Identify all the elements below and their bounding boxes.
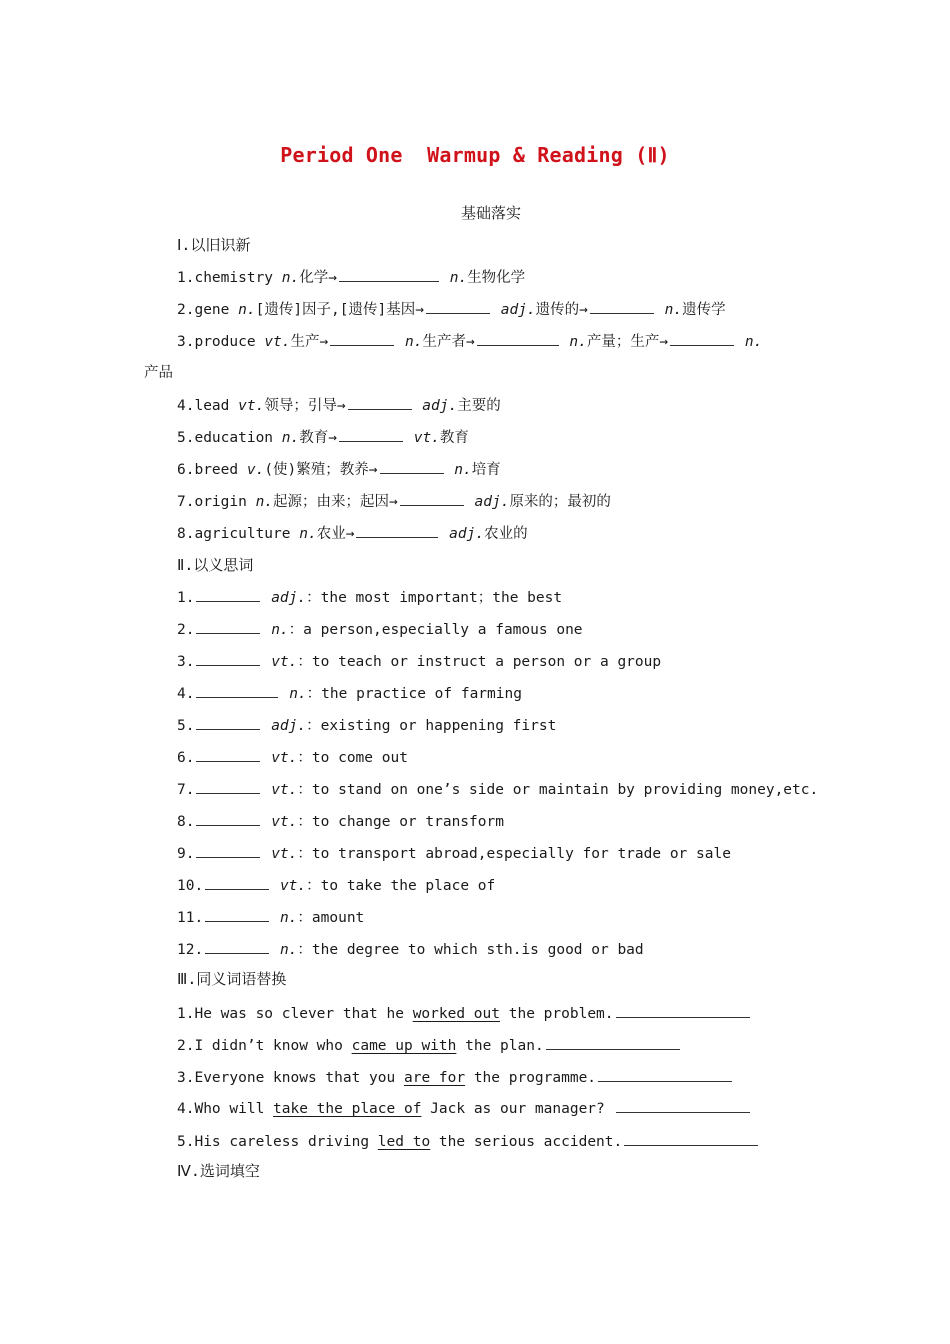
answer-blank[interactable] <box>196 683 278 698</box>
sec1-item-3-wrap: 产品 <box>144 365 173 381</box>
underlined-phrase: are for <box>403 1070 466 1086</box>
answer-blank[interactable] <box>196 587 260 602</box>
answer-blank[interactable] <box>616 1098 750 1113</box>
answer-blank[interactable] <box>348 395 412 410</box>
answer-blank[interactable] <box>205 907 269 922</box>
sec1-item-3: 3.produce vt.生产→ n.生产者→ n.产量；生产→ n. <box>177 331 762 352</box>
sec1-item-1: 1.chemistry n.化学→ n.生物化学 <box>177 267 525 288</box>
answer-blank[interactable] <box>196 811 260 826</box>
page-title: Period One Warmup & Reading (Ⅱ) <box>280 143 670 167</box>
sec1-item-7: 7.origin n.起源；由来；起因→ adj.原来的；最初的 <box>177 491 611 512</box>
sec1-item-4: 4.lead vt.领导；引导→ adj.主要的 <box>177 395 501 416</box>
answer-blank[interactable] <box>590 299 654 314</box>
sec3-item-1: 1.He was so clever that he worked out the problem. <box>177 1003 752 1024</box>
sec3-item-3: 3.Everyone knows that you are for the programme. <box>177 1067 734 1088</box>
sec2-item-12: 12. n.：the degree to which sth.is good or bad <box>177 939 644 960</box>
sec2-item-11: 11. n.：amount <box>177 907 364 928</box>
sec2-item-10: 10. vt.：to take the place of <box>177 875 495 896</box>
answer-blank[interactable] <box>196 779 260 794</box>
answer-blank[interactable] <box>380 459 444 474</box>
answer-blank[interactable] <box>616 1003 750 1018</box>
section-4-heading: Ⅳ.选词填空 <box>177 1162 260 1180</box>
answer-blank[interactable] <box>624 1131 758 1146</box>
sec2-item-9: 9. vt.：to transport abroad,especially for trade or sale <box>177 843 731 864</box>
sec2-item-5: 5. adj.：existing or happening first <box>177 715 556 736</box>
sec3-item-5: 5.His careless driving led to the serious accident. <box>177 1131 760 1152</box>
sec2-item-8: 8. vt.：to change or transform <box>177 811 504 832</box>
sec2-item-4: 4. n.：the practice of farming <box>177 683 522 704</box>
answer-blank[interactable] <box>670 331 734 346</box>
sec3-item-4: 4.Who will take the place of Jack as our manager? <box>177 1098 752 1119</box>
sec2-item-3: 3. vt.：to teach or instruct a person or a group <box>177 651 661 672</box>
sec1-item-8: 8.agriculture n.农业→ adj.农业的 <box>177 523 528 544</box>
answer-blank[interactable] <box>400 491 464 506</box>
section-2-heading: Ⅱ.以义思词 <box>177 556 254 574</box>
answer-blank[interactable] <box>356 523 438 538</box>
sec2-item-2: 2. n.：a person,especially a famous one <box>177 619 583 640</box>
answer-blank[interactable] <box>196 747 260 762</box>
underlined-phrase: led to <box>377 1134 431 1150</box>
answer-blank[interactable] <box>205 939 269 954</box>
answer-blank[interactable] <box>196 651 260 666</box>
page-subtitle: 基础落实 <box>460 204 521 222</box>
answer-blank[interactable] <box>330 331 394 346</box>
underlined-phrase: worked out <box>412 1006 501 1022</box>
answer-blank[interactable] <box>598 1067 732 1082</box>
sec1-item-6: 6.breed v.(使)繁殖；教养→ n.培育 <box>177 459 501 480</box>
sec2-item-6: 6. vt.：to come out <box>177 747 408 768</box>
section-3-heading: Ⅲ.同义词语替换 <box>177 970 287 988</box>
answer-blank[interactable] <box>426 299 490 314</box>
sec1-item-5: 5.education n.教育→ vt.教育 <box>177 427 469 448</box>
sec2-item-1: 1. adj.：the most important；the best <box>177 587 562 608</box>
underlined-phrase: take the place of <box>273 1101 422 1117</box>
sec3-item-2: 2.I didn’t know who came up with the plan. <box>177 1035 682 1056</box>
section-1-heading: Ⅰ.以旧识新 <box>177 236 251 254</box>
answer-blank[interactable] <box>196 843 260 858</box>
answer-blank[interactable] <box>196 619 260 634</box>
sec2-item-7: 7. vt.：to stand on one’s side or maintain by providing money,etc. <box>177 779 818 800</box>
answer-blank[interactable] <box>477 331 559 346</box>
answer-blank[interactable] <box>196 715 260 730</box>
sec1-item-2: 2.gene n.[遗传]因子,[遗传]基因→ adj.遗传的→ n.遗传学 <box>177 299 726 320</box>
answer-blank[interactable] <box>546 1035 680 1050</box>
answer-blank[interactable] <box>339 267 439 282</box>
answer-blank[interactable] <box>205 875 269 890</box>
underlined-phrase: came up with <box>351 1038 457 1054</box>
answer-blank[interactable] <box>339 427 403 442</box>
